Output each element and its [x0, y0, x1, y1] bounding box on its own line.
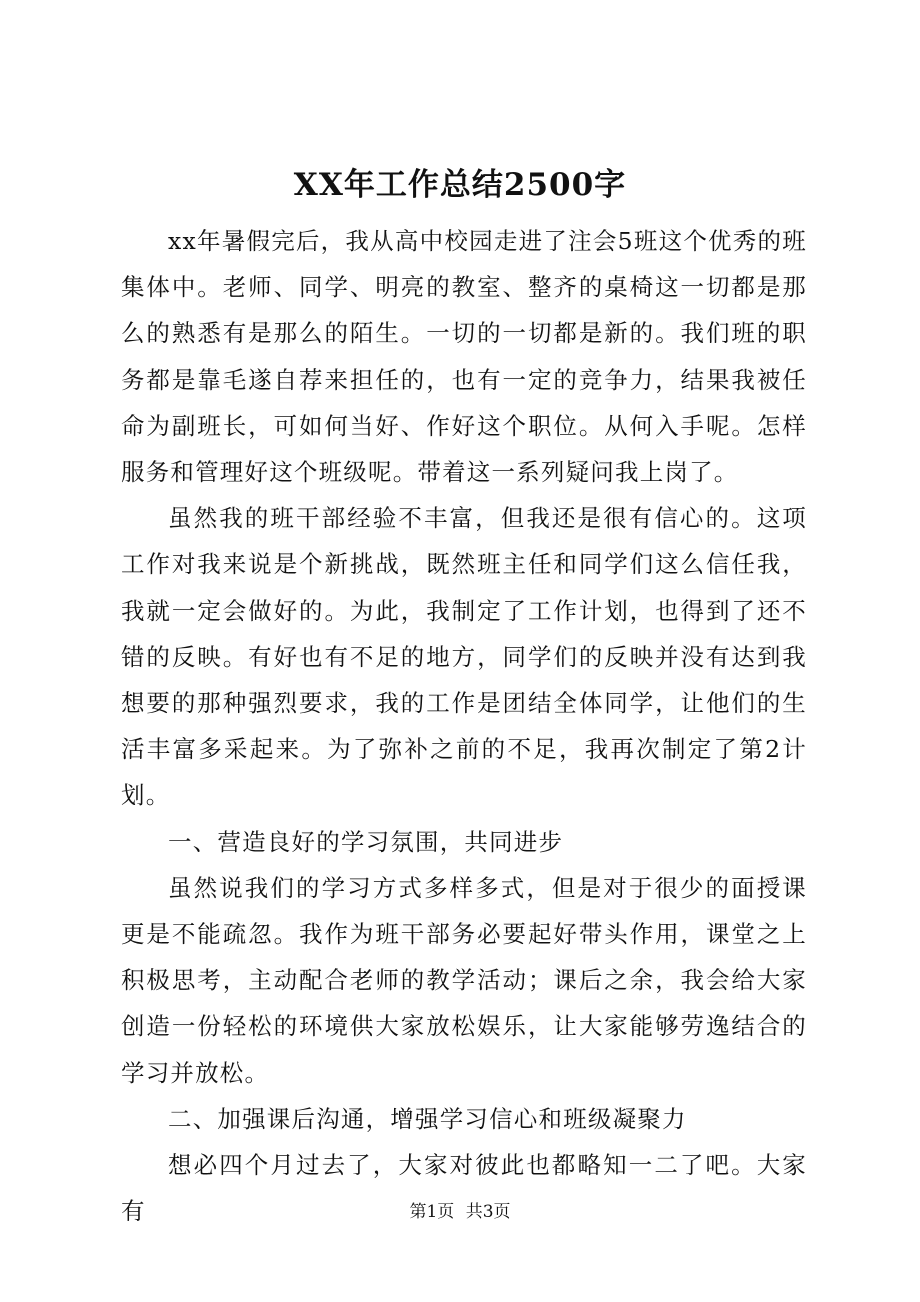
paragraph: 虽然说我们的学习方式多样多式，但是对于很少的面授课更是不能疏忽。我作为班干部务必要起好带头作用，课堂之上积极思考，主动配合老师的教学活动；课后之余，我会给大家创造一份轻松的环境供大家放松娱乐，让大家能够劳逸结合的学习并放松。 [121, 873, 807, 1087]
paragraph: 想必四个月过去了，大家对彼此也都略知一二了吧。大家有 [121, 1151, 807, 1226]
page-total: 共3页 [465, 1202, 511, 1222]
section-heading: 二、加强课后沟通，增强学习信心和班级凝聚力 [168, 1104, 687, 1133]
page-footer [0, 1200, 920, 1224]
paragraph: 虽然我的班干部经验不丰富，但我还是很有信心的。这项工作对我来说是个新挑战，既然班主任和同学们这么信任我，我就一定会做好的。为此，我制定了工作计划，也得到了还不错的反映。有好也有不足的地方，同学们的反映并没有达到我想要的那种强烈要求，我的工作是团结全体同学，让他们的生活丰富多采起来。为了弥补之前的不足，我再次制定了第2计划。 [121, 504, 807, 810]
paragraph: xx年暑假完后，我从高中校园走进了注会5班这个优秀的班集体中。老师、同学、明亮的教室、整齐的桌椅这一切都是那么的熟悉有是那么的陌生。一切的一切都是新的。我们班的职务都是靠毛遂自荐来担任的，也有一定的竞争力，结果我被任命为副班长，可如何当好、作好这个职位。从何入手呢。怎样服务和管理好这个班级呢。带着这一系列疑问我上岗了。 [121, 227, 807, 487]
section-heading: 一、营造良好的学习氛围，共同进步 [168, 827, 564, 856]
document-body [121, 218, 807, 1234]
document-title: XX年工作总结2500字 [293, 167, 627, 203]
page-number: 第1页 [409, 1202, 455, 1222]
